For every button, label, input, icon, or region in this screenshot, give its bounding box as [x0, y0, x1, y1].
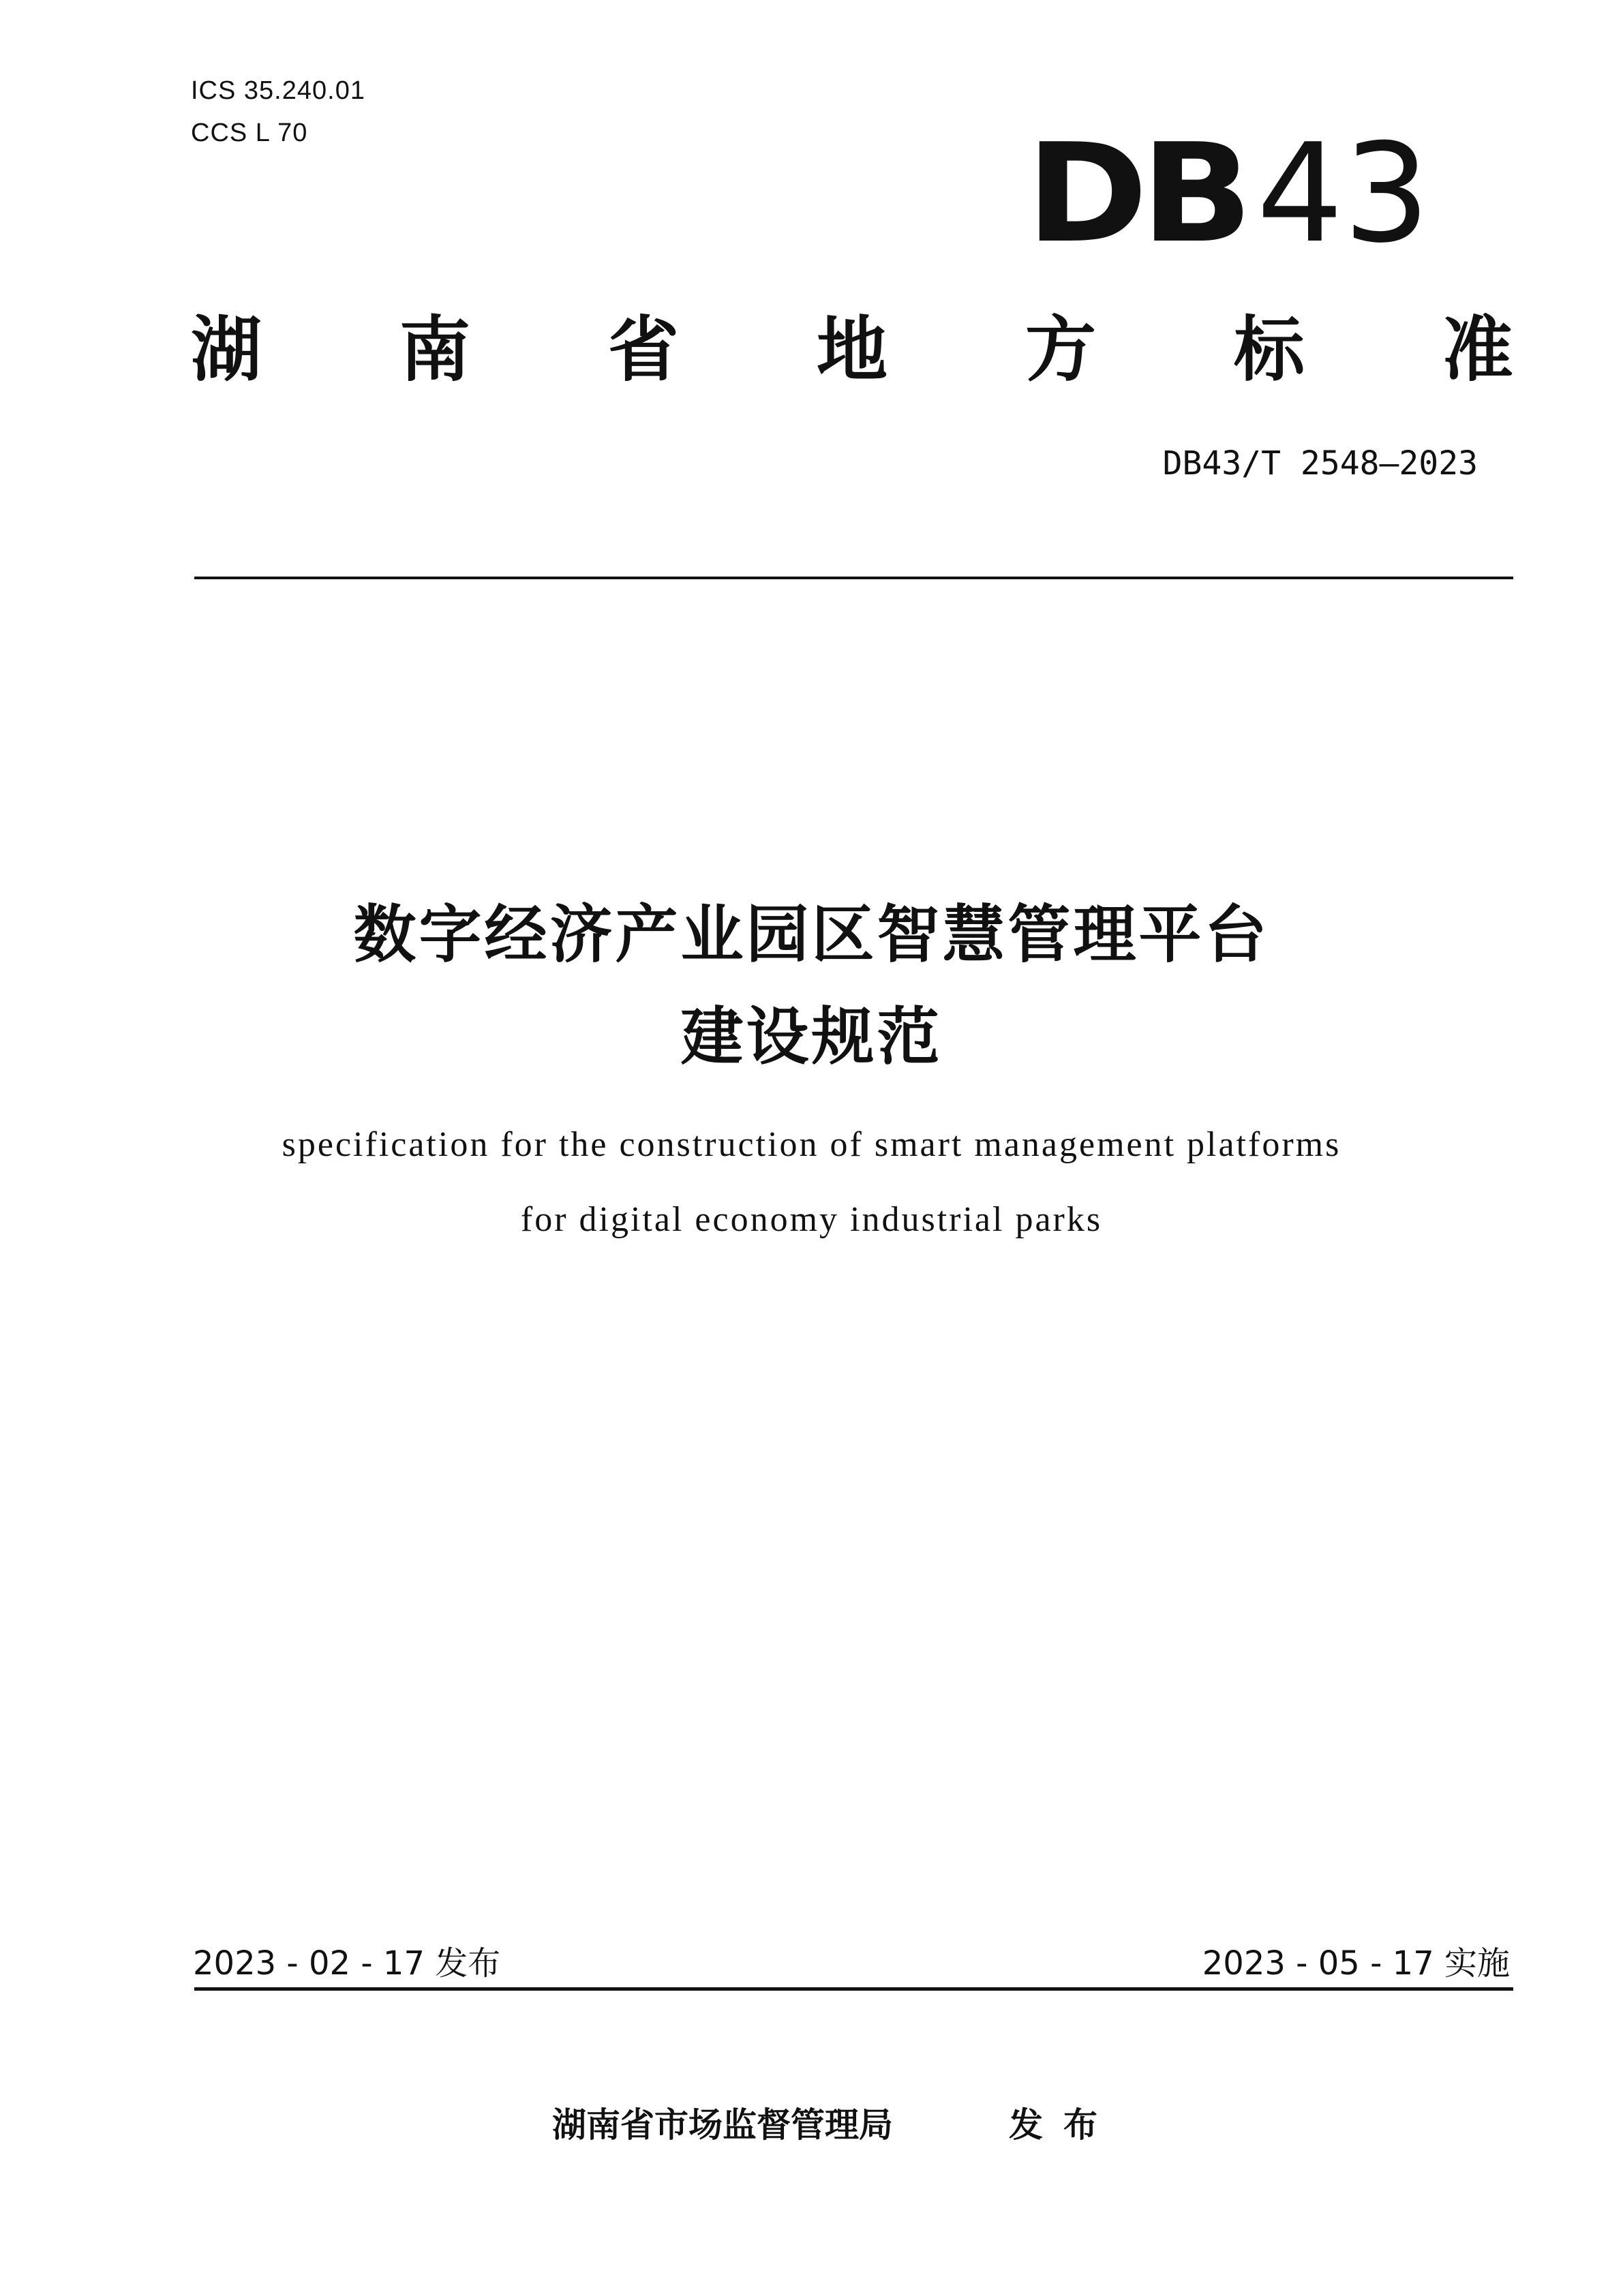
standard-mark: [1026, 114, 1430, 273]
standard-mark-letters: DB: [1026, 114, 1246, 273]
ccs-code: CCS L 70: [191, 119, 308, 147]
standard-type-char: 方: [1025, 308, 1096, 391]
issuing-authority: 湖南省市场监督管理局: [552, 2105, 893, 2145]
standard-mark-number: 43: [1256, 114, 1430, 273]
standard-type-heading: [191, 305, 1513, 394]
standard-type-char: 标: [1233, 308, 1305, 391]
standard-type-char: 地: [816, 308, 888, 391]
standard-type-char: 准: [1442, 308, 1513, 391]
standard-type-char: 省: [607, 308, 679, 391]
publish-date: 2023 - 02 - 17 发布: [193, 1944, 501, 1983]
implementation-date: 2023 - 05 - 17 实施: [1202, 1944, 1510, 1983]
title-cn-line2: 建设规范: [680, 1000, 943, 1073]
issuing-action: 发布: [1009, 2105, 1118, 2145]
title-cn-line1: 数字经济产业园区智慧管理平台: [353, 898, 1270, 971]
title-en-line2: for digital economy industrial parks: [520, 1200, 1103, 1239]
ics-code: ICS 35.240.01: [191, 76, 365, 105]
standard-type-char: 南: [399, 308, 470, 391]
standard-number: DB43/T 2548—2023: [1162, 444, 1478, 483]
standard-type-char: 湖: [191, 308, 262, 391]
bottom-divider: [194, 1987, 1513, 1991]
top-divider: [194, 577, 1513, 579]
title-en-line1: specification for the construction of smart management platforms: [282, 1125, 1341, 1164]
